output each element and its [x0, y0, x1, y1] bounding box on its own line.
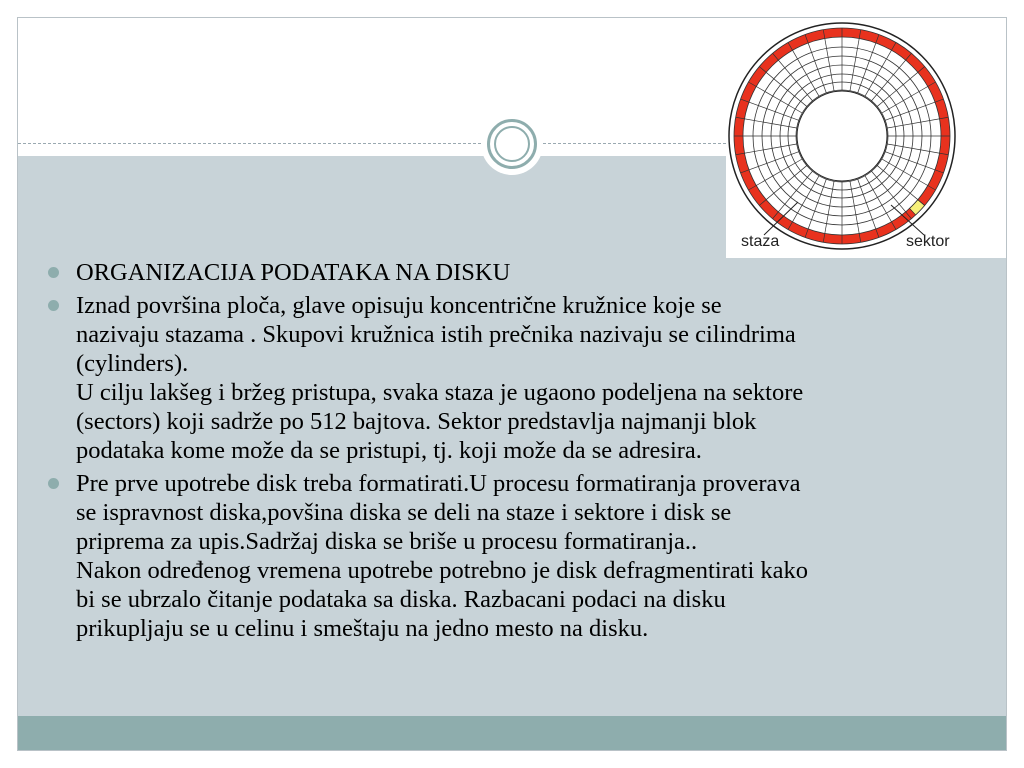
bullet-icon [48, 267, 59, 278]
ring-ornament-icon [481, 113, 543, 175]
track-label: staza [741, 233, 780, 250]
bullet-line: Nakon određenog vremena upotrebe potrebno je disk defragmentirati kako [76, 557, 809, 584]
bullet-item-tracks [48, 291, 978, 465]
bullet-line: (cylinders). [76, 350, 189, 377]
bullet-line: ORGANIZACIJA PODATAKA NA DISKU [76, 259, 511, 286]
bullet-line: se ispravnost diska,povšina diska se deli na staze i sektore i disk se [76, 499, 732, 526]
footer-band [18, 716, 1006, 750]
disk-platter-graphic [726, 22, 1006, 258]
bullet-icon [48, 300, 59, 311]
spindle-hole [797, 91, 887, 181]
bullet-line: (sectors) koji sadrže po 512 bajtova. Sektor predstavlja najmanji blok [76, 408, 757, 435]
bullet-line: bi se ubrzalo čitanje podataka sa diska. Razbacani podaci na disku [76, 586, 726, 613]
bullet-icon [48, 478, 59, 489]
bullet-line: prikupljaju se u celinu i smeštaju na jedno mesto na disku. [76, 615, 649, 642]
bullet-line: podataka kome može da se pristupi, tj. koji može da se adresira. [76, 437, 702, 464]
bullet-item-title [48, 258, 978, 287]
bullet-line: Iznad površina ploča, glave opisuju koncentrične kružnice koje se [76, 292, 722, 319]
bullet-list [48, 258, 978, 647]
bullet-line: priprema za upis.Sadržaj diska se briše u procesu formatiranja.. [76, 528, 698, 555]
bullet-line: nazivaju stazama . Skupovi kružnica istih prečnika nazivaju se cilindrima [76, 321, 796, 348]
bullet-line: U cilju lakšeg i bržeg pristupa, svaka staza je ugaono podeljena na sektore [76, 379, 804, 406]
sector-label: sektor [906, 233, 950, 250]
bullet-item-formatting [48, 469, 978, 643]
bullet-line: Pre prve upotrebe disk treba formatirati.U procesu formatiranja proverava [76, 470, 801, 497]
disk-diagram [726, 22, 1006, 258]
